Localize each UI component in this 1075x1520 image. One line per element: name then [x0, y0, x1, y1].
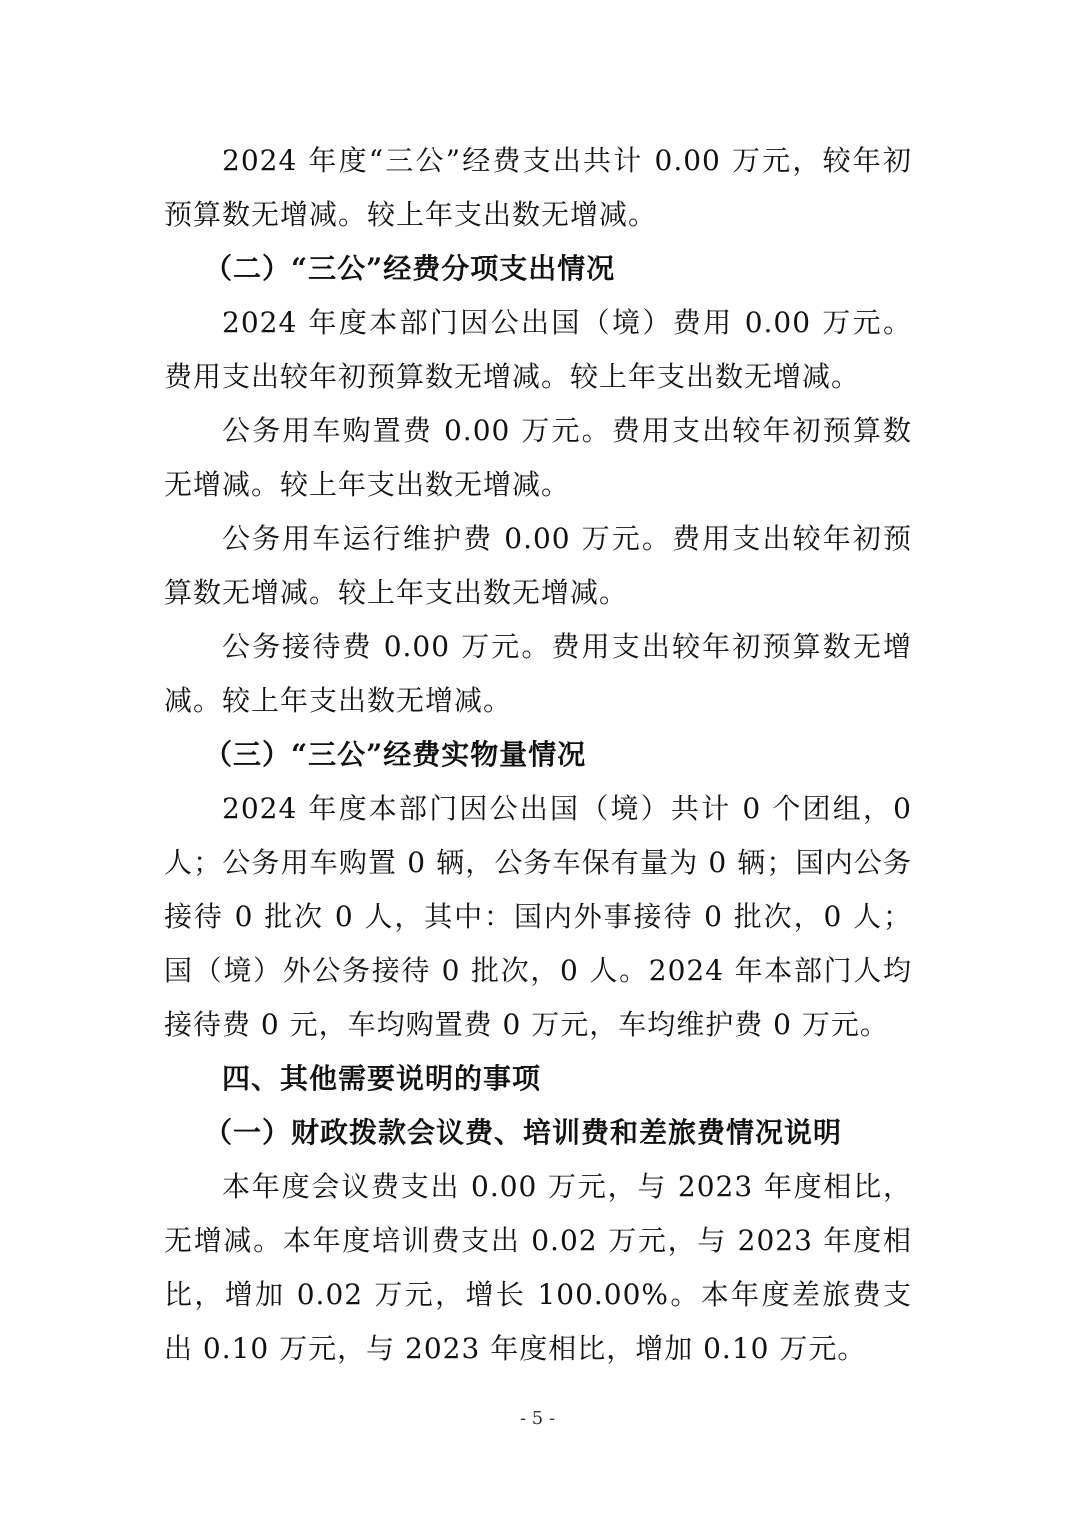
heading-sangong-physical: （三）“三公”经费实物量情况 — [204, 738, 587, 771]
paragraph-meeting-training-travel: 本年度会议费支出 0.00 万元，与 2023 年度相比，无增减。本年度培训费支出 0.02 万元，与 2023 年度相比，增加 0.02 万元，增长 100.00%。本年度差旅费支出 0.10 万元，与 2023 年度相比，增加 0.10 万元。 — [164, 1170, 912, 1365]
paragraph-overseas-travel: 2024 年度本部门因公出国（境）费用 0.00 万元。费用支出较年初预算数无增减。较上年支出数无增减。 — [164, 306, 912, 393]
heading-other-matters: 四、其他需要说明的事项 — [222, 1062, 542, 1095]
paragraph-vehicle-maintenance: 公务用车运行维护费 0.00 万元。费用支出较年初预算数无增减。较上年支出数无增减。 — [164, 522, 912, 609]
paragraph-physical-quantities: 2024 年度本部门因公出国（境）共计 0 个团组，0 人；公务用车购置 0 辆，公务车保有量为 0 辆；国内公务接待 0 批次 0 人，其中：国内外事接待 0 批次，0 人；国（境）外公务接待 0 批次，0 人。2024 年本部门人均接待费 0 元，车均购置费 0 万元，车均维护费 0 万元。 — [164, 792, 912, 1041]
paragraph-vehicle-purchase: 公务用车购置费 0.00 万元。费用支出较年初预算数无增减。较上年支出数无增减。 — [164, 414, 912, 501]
paragraph-reception: 公务接待费 0.00 万元。费用支出较年初预算数无增减。较上年支出数无增减。 — [164, 630, 912, 717]
heading-sangong-itemized: （二）“三公”经费分项支出情况 — [204, 252, 616, 285]
document-body — [164, 134, 912, 1376]
heading-meeting-training-travel: （一）财政拨款会议费、培训费和差旅费情况说明 — [204, 1116, 843, 1149]
page-number: - 5 - — [519, 1408, 556, 1429]
paragraph-sangong-total: 2024 年度“三公”经费支出共计 0.00 万元，较年初预算数无增减。较上年支出数无增减。 — [164, 144, 912, 231]
